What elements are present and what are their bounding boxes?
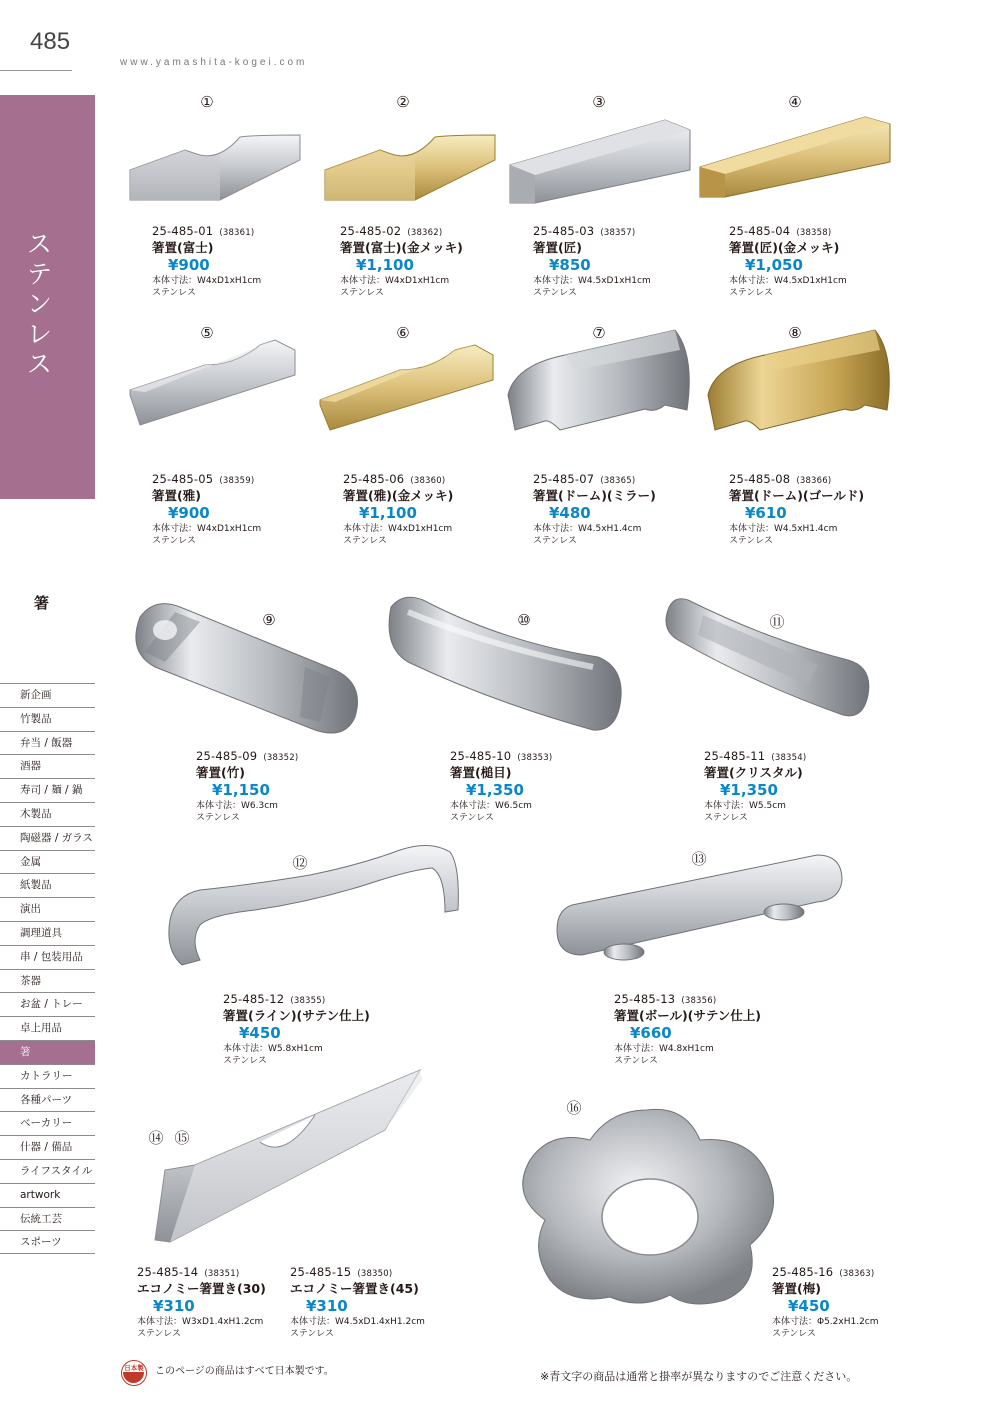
product-code: 25-485-01 <box>152 224 214 238</box>
item-number: ⑮ <box>174 1129 190 1147</box>
product-dimensions: 本体寸法：W6.5cm <box>450 801 532 811</box>
product-material: ステンレス <box>450 813 494 823</box>
side-nav <box>0 683 95 1254</box>
product-dimensions: 本体寸法：W4.5xD1xH1cm <box>533 276 651 286</box>
product-subcode: (38359) <box>219 476 255 486</box>
footer-note-made-in-japan: このページの商品はすべて日本製です。 <box>155 1366 334 1377</box>
product-code: 25-485-05 <box>152 472 214 486</box>
nav-item-metal[interactable]: 金属 <box>0 850 95 874</box>
nav-item-display[interactable]: 演出 <box>0 897 95 921</box>
nav-item-cutlery[interactable]: カトラリー <box>0 1064 95 1088</box>
product-name: 箸置(雅) <box>152 488 201 503</box>
item-number: ⑧ <box>788 324 802 342</box>
nav-item-wood[interactable]: 木製品 <box>0 802 95 826</box>
badge-base <box>123 1372 144 1383</box>
item-number: ⑪ <box>769 613 785 631</box>
item-number: ⑨ <box>262 611 276 629</box>
product-image-tsuchime[interactable] <box>383 592 628 737</box>
product-code: 25-485-14 <box>137 1265 199 1279</box>
product-material: ステンレス <box>223 1056 267 1066</box>
product-card[interactable] <box>152 472 352 547</box>
product-image-fuji[interactable] <box>125 115 305 205</box>
product-code: 25-485-03 <box>533 224 595 238</box>
item-number: ⑥ <box>396 324 410 342</box>
product-code-line <box>729 472 929 486</box>
product-card[interactable] <box>196 749 396 824</box>
product-name: 箸置(ドーム)(ゴールド) <box>729 488 865 503</box>
site-url[interactable]: www.yamashita-kogei.com <box>120 57 308 68</box>
product-material: ステンレス <box>152 536 196 546</box>
nav-item-paper[interactable]: 紙製品 <box>0 873 95 897</box>
item-number: ⑯ <box>566 1099 582 1117</box>
product-subcode: (38366) <box>796 476 832 486</box>
nav-item-chopsticks[interactable]: 箸 <box>0 1040 95 1064</box>
product-card[interactable] <box>450 749 650 824</box>
product-dimensions: 本体寸法：W4xD1xH1cm <box>340 276 450 286</box>
product-subcode: (38356) <box>681 996 717 1006</box>
made-in-japan-badge <box>121 1360 147 1386</box>
product-subcode: (38351) <box>204 1269 240 1279</box>
product-code: 25-485-15 <box>290 1265 352 1279</box>
product-subcode: (38362) <box>407 228 443 238</box>
product-image-ume[interactable] <box>510 1105 785 1310</box>
product-code-line <box>614 992 814 1006</box>
item-number: ⑩ <box>517 611 531 629</box>
product-price: ¥480 <box>549 504 591 522</box>
footer-note-blue-text: ※青文字の商品は通常と掛率が異なりますのでご注意ください。 <box>540 1370 858 1383</box>
product-subcode: (38352) <box>263 753 299 763</box>
item-number: ④ <box>788 93 802 111</box>
product-material: ステンレス <box>729 536 773 546</box>
product-material: ステンレス <box>533 536 577 546</box>
product-subcode: (38365) <box>600 476 636 486</box>
product-code-line <box>533 472 733 486</box>
product-material: ステンレス <box>772 1329 816 1339</box>
product-material: ステンレス <box>343 536 387 546</box>
product-code-line <box>772 1265 972 1279</box>
product-material: ステンレス <box>152 288 196 298</box>
product-card[interactable] <box>533 224 733 299</box>
product-card[interactable] <box>614 992 814 1067</box>
product-dimensions: 本体寸法：Φ5.2xH1.2cm <box>772 1317 879 1327</box>
nav-item-trays[interactable]: お盆 / トレー <box>0 992 95 1016</box>
product-card[interactable] <box>340 224 540 299</box>
page-number: 485 <box>30 28 71 55</box>
product-name: 箸置(富士) <box>152 240 214 255</box>
product-image-ball[interactable] <box>552 850 847 965</box>
product-code-line <box>152 224 352 238</box>
nav-item-bamboo[interactable]: 竹製品 <box>0 707 95 731</box>
product-subcode: (38361) <box>219 228 255 238</box>
product-image-bamboo[interactable] <box>125 592 370 742</box>
product-price: ¥660 <box>630 1024 672 1042</box>
product-code: 25-485-08 <box>729 472 791 486</box>
product-subcode: (38355) <box>290 996 326 1006</box>
product-price: ¥900 <box>168 256 210 274</box>
product-image-crystal[interactable] <box>658 595 873 720</box>
nav-item-sushi[interactable]: 寿司 / 麺 / 鍋 <box>0 778 95 802</box>
section-label: 箸 <box>34 594 50 612</box>
product-dimensions: 本体寸法：W6.3cm <box>196 801 278 811</box>
product-dimensions: 本体寸法：W4.5xD1xH1cm <box>729 276 847 286</box>
product-card[interactable] <box>290 1265 490 1340</box>
nav-item-tabletop[interactable]: 卓上用品 <box>0 1016 95 1040</box>
product-image-dome-gold[interactable] <box>705 325 895 435</box>
product-name: 箸置(ボール)(サテン仕上) <box>614 1008 761 1023</box>
product-code-line <box>533 224 733 238</box>
item-number: ③ <box>592 93 606 111</box>
product-material: ステンレス <box>340 288 384 298</box>
product-code-line <box>196 749 396 763</box>
nav-item-bento[interactable]: 弁当 / 飯器 <box>0 731 95 755</box>
product-code: 25-485-16 <box>772 1265 834 1279</box>
product-code-line <box>223 992 423 1006</box>
item-number: ② <box>396 93 410 111</box>
product-name: 箸置(富士)(金メッキ) <box>340 240 463 255</box>
product-code-line <box>704 749 904 763</box>
product-subcode: (38350) <box>357 1269 393 1279</box>
product-material: ステンレス <box>704 813 748 823</box>
product-dimensions: 本体寸法：W4.5xD1.4xH1.2cm <box>290 1317 425 1327</box>
product-name: 箸置(匠) <box>533 240 582 255</box>
product-material: ステンレス <box>614 1056 658 1066</box>
item-number: ⑫ <box>292 854 308 872</box>
nav-item-ceramics[interactable]: 陶磁器 / ガラス <box>0 826 95 850</box>
product-price: ¥1,150 <box>212 781 270 799</box>
product-card[interactable] <box>729 472 929 547</box>
product-dimensions: 本体寸法：W4.5xH1.4cm <box>729 524 838 534</box>
product-code: 25-485-11 <box>704 749 766 763</box>
product-material: ステンレス <box>196 813 240 823</box>
product-name: 箸置(ドーム)(ミラー) <box>533 488 656 503</box>
product-price: ¥610 <box>745 504 787 522</box>
nav-item-shinkikaku[interactable]: 新企画 <box>0 683 95 707</box>
product-image-line[interactable] <box>160 840 465 980</box>
product-card[interactable] <box>152 224 352 299</box>
product-code-line <box>729 224 929 238</box>
product-subcode: (38360) <box>410 476 446 486</box>
product-price: ¥850 <box>549 256 591 274</box>
badge-label: 日本製 <box>124 1364 144 1372</box>
product-dimensions: 本体寸法：W4xD1xH1cm <box>343 524 453 534</box>
product-image-takumi-gold[interactable] <box>695 112 895 202</box>
product-card[interactable] <box>223 992 423 1067</box>
product-code: 25-485-10 <box>450 749 512 763</box>
product-material: ステンレス <box>137 1329 181 1339</box>
nav-item-fixtures[interactable]: 什器 / 備品 <box>0 1135 95 1159</box>
product-image-miyabi-gold[interactable] <box>315 345 500 435</box>
product-name: エコノミー箸置き(30) <box>137 1281 266 1296</box>
product-image-miyabi[interactable] <box>125 340 305 430</box>
product-code: 25-485-07 <box>533 472 595 486</box>
product-dimensions: 本体寸法：W4xD1xH1cm <box>152 524 262 534</box>
item-number: ⑭ <box>148 1129 164 1147</box>
product-dimensions: 本体寸法：W5.8xH1cm <box>223 1044 323 1054</box>
product-code-line <box>343 472 543 486</box>
nav-item-lifestyle[interactable]: ライフスタイル <box>0 1159 95 1183</box>
product-code: 25-485-12 <box>223 992 285 1006</box>
product-image-takumi[interactable] <box>505 115 695 205</box>
product-code: 25-485-13 <box>614 992 676 1006</box>
nav-item-traditional[interactable]: 伝統工芸 <box>0 1207 95 1231</box>
nav-item-parts[interactable]: 各種パーツ <box>0 1088 95 1112</box>
nav-item-tea[interactable]: 茶器 <box>0 969 95 993</box>
product-name: 箸置(クリスタル) <box>704 765 803 780</box>
product-price: ¥450 <box>239 1024 281 1042</box>
product-image-fuji-gold[interactable] <box>320 115 500 205</box>
product-price: ¥1,350 <box>466 781 524 799</box>
nav-item-sake[interactable]: 酒器 <box>0 754 95 778</box>
product-subcode: (38354) <box>771 753 807 763</box>
product-name: 箸置(ライン)(サテン仕上) <box>223 1008 370 1023</box>
nav-item-sports[interactable]: スポーツ <box>0 1230 95 1254</box>
product-card[interactable] <box>729 224 929 299</box>
product-dimensions: 本体寸法：W3xD1.4xH1.2cm <box>137 1317 264 1327</box>
product-name: 箸置(槌目) <box>450 765 512 780</box>
page-number-rule <box>0 70 72 71</box>
product-price: ¥1,100 <box>356 256 414 274</box>
product-subcode: (38357) <box>600 228 636 238</box>
product-code: 25-485-06 <box>343 472 405 486</box>
item-number: ⑦ <box>592 324 606 342</box>
product-code: 25-485-09 <box>196 749 258 763</box>
product-subcode: (38363) <box>839 1269 875 1279</box>
product-card[interactable] <box>704 749 904 824</box>
product-name: 箸置(梅) <box>772 1281 821 1296</box>
product-code-line <box>340 224 540 238</box>
product-dimensions: 本体寸法：W4.5xH1.4cm <box>533 524 642 534</box>
nav-item-bakery[interactable]: ベーカリー <box>0 1111 95 1135</box>
product-name: エコノミー箸置き(45) <box>290 1281 419 1296</box>
item-number: ⑤ <box>200 324 214 342</box>
product-price: ¥1,050 <box>745 256 803 274</box>
product-dimensions: 本体寸法：W4.8xH1cm <box>614 1044 714 1054</box>
product-price: ¥310 <box>153 1297 195 1315</box>
product-image-economy[interactable] <box>150 1070 430 1245</box>
product-material: ステンレス <box>729 288 773 298</box>
product-code-line <box>152 472 352 486</box>
product-price: ¥1,350 <box>720 781 778 799</box>
product-price: ¥310 <box>306 1297 348 1315</box>
product-code: 25-485-04 <box>729 224 791 238</box>
product-image-dome-mirror[interactable] <box>505 325 695 435</box>
item-number: ① <box>200 93 214 111</box>
product-name: 箸置(竹) <box>196 765 245 780</box>
product-code-line <box>450 749 650 763</box>
product-material: ステンレス <box>290 1329 334 1339</box>
product-price: ¥450 <box>788 1297 830 1315</box>
product-subcode: (38353) <box>517 753 553 763</box>
product-code-line <box>290 1265 490 1279</box>
product-price: ¥1,100 <box>359 504 417 522</box>
product-dimensions: 本体寸法：W4xD1xH1cm <box>152 276 262 286</box>
category-label: ステンレス <box>22 230 52 380</box>
product-name: 箸置(匠)(金メッキ) <box>729 240 840 255</box>
product-price: ¥900 <box>168 504 210 522</box>
product-name: 箸置(雅)(金メッキ) <box>343 488 454 503</box>
nav-item-artwork[interactable]: artwork <box>0 1183 95 1207</box>
nav-item-cooking[interactable]: 調理道具 <box>0 921 95 945</box>
product-dimensions: 本体寸法：W5.5cm <box>704 801 786 811</box>
product-subcode: (38358) <box>796 228 832 238</box>
product-material: ステンレス <box>533 288 577 298</box>
product-card[interactable] <box>343 472 543 547</box>
product-code: 25-485-02 <box>340 224 402 238</box>
product-card[interactable] <box>772 1265 972 1340</box>
product-card[interactable] <box>533 472 733 547</box>
item-number: ⑬ <box>691 850 707 868</box>
nav-item-skewers[interactable]: 串 / 包装用品 <box>0 945 95 969</box>
